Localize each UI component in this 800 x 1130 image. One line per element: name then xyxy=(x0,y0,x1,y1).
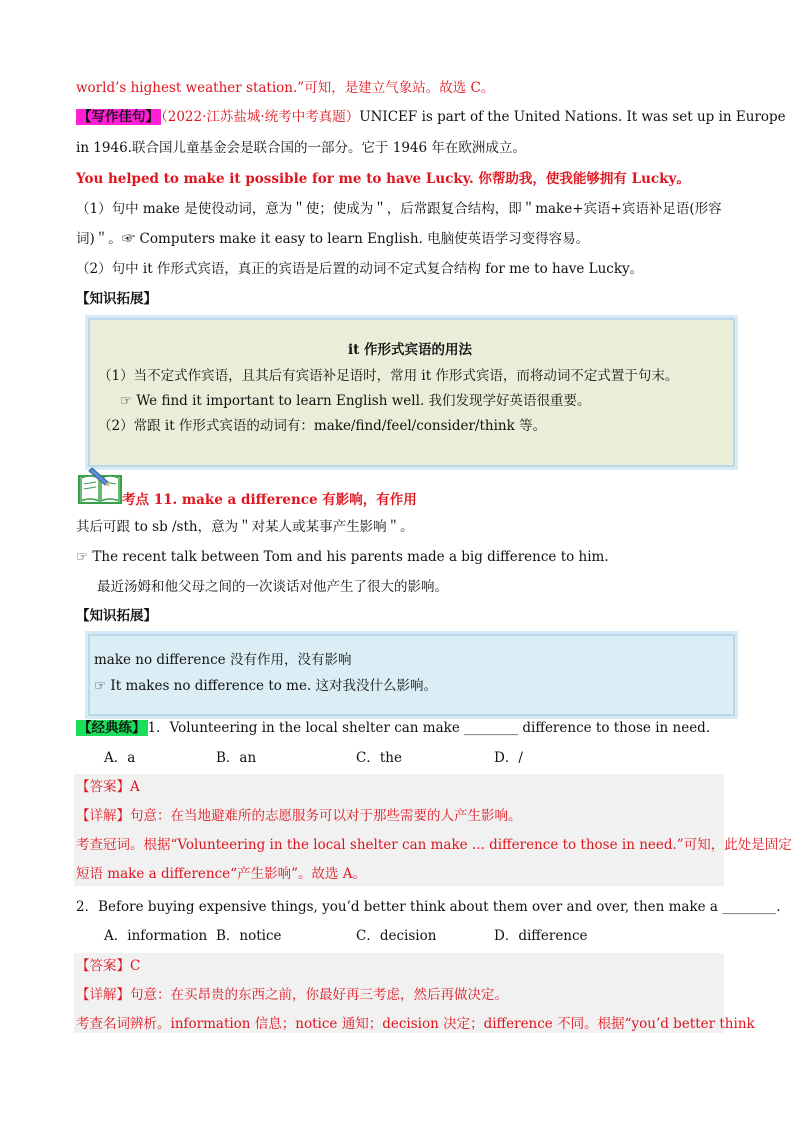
ext2-line-2: ☞ It makes no difference to me. 这对我没什么影响。 xyxy=(94,678,438,694)
q2-option-d: D．difference xyxy=(494,928,588,944)
ext1-line-3: （2）常跟 it 作形式宾语的动词有：make/find/feel/consider/think 等。 xyxy=(98,418,547,434)
q2-option-b: B．notice xyxy=(216,928,282,944)
writing-line-1 xyxy=(76,107,786,127)
writing-highlight: You helped to make it possible for me to have Lucky. 你帮助我，使我能够拥有 Lucky。 xyxy=(76,171,690,187)
q1-stem-line xyxy=(76,718,710,738)
q1-option-b: B．an xyxy=(216,750,257,766)
point-line-3: 最近汤姆和他父母之间的一次谈话对他产生了很大的影响。 xyxy=(97,579,448,595)
ext2-heading: 【知识拓展】 xyxy=(76,608,157,624)
q1-answer: 【答案】A xyxy=(76,779,140,795)
q2-detail: 【详解】句意：在买昂贵的东西之前，你最好再三考虑，然后再做决定。 xyxy=(76,987,508,1003)
ext1-heading: 【知识拓展】 xyxy=(76,291,157,307)
writing-source: （2022·江苏盐城·统考中考真题） xyxy=(161,109,360,125)
ext2-line-1: make no difference 没有作用，没有影响 xyxy=(94,652,352,668)
q1-analysis-1: 考查冠词。根据“Volunteering in the local shelter can make ... difference to those in need.”可知，此处是固定 xyxy=(76,837,792,853)
q2-analysis-1: 考查名词辨析。information 信息；notice 通知；decision 决定；difference 不同。根据“you’d better think xyxy=(76,1016,755,1032)
q2-stem: 2．Before buying expensive things, you’d better think about them over and over, then make a ________. xyxy=(76,899,781,915)
q1-tag: 【经典练】 xyxy=(78,720,146,736)
ext1-box-title: it 作形式宾语的用法 xyxy=(347,342,473,358)
q1-option-c: C．the xyxy=(356,750,402,766)
q2-option-a: A．information xyxy=(104,928,208,944)
q1-detail: 【详解】句意：在当地避难所的志愿服务可以对于那些需要的人产生影响。 xyxy=(76,808,522,824)
writing-note-1a: （1）句中 make 是使役动词，意为＂使；使成为＂，后常跟复合结构，即＂make+宾语+宾语补足语(形容 xyxy=(76,201,722,217)
writing-text-2: in 1946.联合国儿童基金会是联合国的一部分。它于 1946 年在欧洲成立。 xyxy=(76,140,526,156)
ext1-line-2: ☞ We find it important to learn English well. 我们发现学好英语很重要。 xyxy=(120,393,591,409)
ext1-line-1: （1）当不定式作宾语，且其后有宾语补足语时，常用 it 作形式宾语，而将动词不定式置于句末。 xyxy=(98,368,679,384)
ext2-box xyxy=(88,634,735,716)
q1-option-a: A．a xyxy=(104,750,136,766)
q1-option-d: D．/ xyxy=(494,750,523,766)
point-line-2: ☞ The recent talk between Tom and his parents made a big difference to him. xyxy=(76,549,609,565)
q2-option-c: C．decision xyxy=(356,928,437,944)
writing-note-2: （2）句中 it 作形式宾语，真正的宾语是后置的动词不定式复合结构 for me to have Lucky。 xyxy=(76,261,644,277)
writing-tag: 【写作佳句】 xyxy=(78,109,159,125)
point-title: 考点 11. make a difference 有影响，有作用 xyxy=(122,492,417,508)
writing-note-1b: 词)＂。☞ Computers make it easy to learn English. 电脑使英语学习变得容易。 xyxy=(76,231,590,247)
open-book-icon xyxy=(78,466,122,504)
point-line-1: 其后可跟 to sb /sth，意为＂对某人或某事产生影响＂。 xyxy=(76,519,414,535)
q1-analysis-2: 短语 make a difference“产生影响”。故选 A。 xyxy=(76,866,367,882)
q1-stem: 1．Volunteering in the local shelter can make ________ difference to those in need. xyxy=(147,720,711,736)
writing-text-1: UNICEF is part of the United Nations. It was set up in Europe xyxy=(359,109,786,125)
prev-analysis-line: world’s highest weather station.”可知，是建立气象站。故选 C。 xyxy=(76,80,495,96)
q2-answer: 【答案】C xyxy=(76,958,141,974)
